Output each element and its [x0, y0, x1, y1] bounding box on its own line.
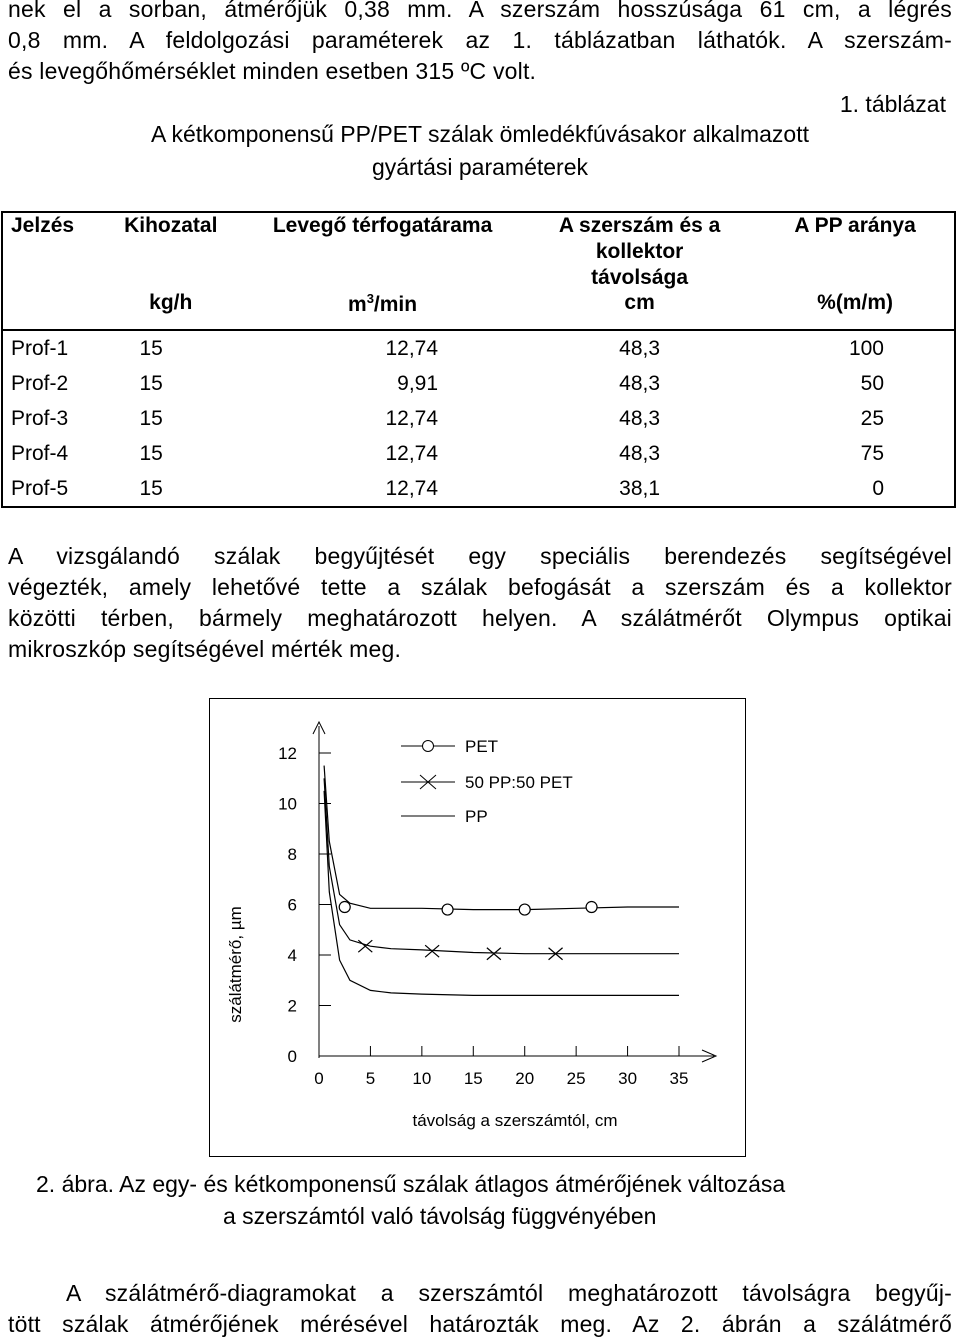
header-jelzes: Jelzés	[11, 214, 75, 237]
y-tick-label: 2	[287, 996, 297, 1016]
table-row	[2, 330, 955, 366]
cell: 48,3	[619, 441, 661, 465]
intro-line: 0,8 mm. A feldolgozási paraméterek az 1. táblázatban láthatók. A szerszám-	[8, 27, 952, 53]
cell: 48,3	[619, 371, 661, 395]
x-tick-label: 10	[412, 1069, 432, 1088]
cell: 15	[139, 476, 163, 500]
x-tick-label: 20	[515, 1069, 535, 1088]
table-caption-line: A kétkomponensű PP/PET szálak ömledékfúvásakor alkalmazott	[151, 121, 809, 147]
figure-caption	[0, 1168, 960, 1232]
header-tavolsag-line: távolsága	[591, 266, 689, 289]
cell: 12,74	[385, 406, 439, 430]
body-line: A vizsgálandó szálak begyűjtését egy speciális berendezés segítségével	[8, 543, 952, 569]
parameters-table	[1, 211, 956, 508]
legend-marker-circle	[423, 741, 434, 752]
data-point-circle	[339, 902, 350, 913]
cell: 15	[139, 371, 163, 395]
header-kihozatal: Kihozatal	[124, 214, 218, 237]
y-tick-label: 4	[287, 946, 297, 965]
y-tick-label: 8	[287, 845, 297, 864]
legend-label: PET	[465, 737, 499, 756]
cell: 75	[860, 441, 884, 465]
y-axis-label: szálátmérő, µm	[226, 906, 245, 1023]
cell: Prof-3	[11, 406, 69, 430]
x-tick-label: 25	[566, 1069, 586, 1088]
data-point-circle	[586, 902, 597, 913]
x-tick-label: 5	[365, 1069, 376, 1088]
x-tick-label: 15	[463, 1069, 483, 1088]
header-levego: Levegő térfogatárama	[272, 214, 493, 237]
x-tick-label: 0	[314, 1069, 324, 1088]
table-number: 1. táblázat	[839, 91, 946, 117]
table-caption	[0, 118, 960, 184]
legend-label: PP	[465, 807, 488, 826]
figure-caption-line: 2. ábra. Az egy- és kétkomponensű szálak átlagos átmérőjének változása	[36, 1171, 786, 1197]
y-tick-label: 0	[287, 1047, 297, 1066]
cell: 15	[139, 336, 163, 360]
cell: 15	[139, 406, 163, 430]
unit-cell: kg/h	[99, 291, 242, 330]
cell: 0	[872, 476, 884, 500]
y-tick-label: 10	[278, 794, 297, 814]
intro-paragraph	[8, 0, 952, 87]
table-row	[2, 366, 955, 401]
body-line: végezték, amely lehetővé tette a szálak befogását a szerszám és a kollektor	[8, 574, 952, 600]
x-axis-label: távolság a szerszámtól, cm	[412, 1111, 618, 1130]
body-line: mikroszkóp segítségével mérték meg.	[8, 636, 402, 662]
legend-label: 50 PP:50 PET	[465, 773, 573, 792]
cell: 25	[860, 406, 884, 430]
intro-line: nek el a sorban, átmérőjük 0,38 mm. A szerszám hosszúsága 61 cm, a légrés	[8, 0, 952, 22]
cell: 48,3	[619, 336, 661, 360]
cell: 12,74	[385, 441, 439, 465]
header-tavolsag	[523, 212, 756, 291]
table-units-row	[2, 291, 955, 330]
table-row	[2, 401, 955, 436]
cell: 12,74	[385, 476, 439, 500]
cell: 38,1	[619, 476, 661, 500]
unit-cell	[2, 291, 99, 330]
data-point-circle	[442, 904, 453, 915]
table-caption-line: gyártási paraméterek	[371, 154, 589, 180]
cell: 12,74	[385, 336, 439, 360]
unit-min: /min	[373, 293, 418, 316]
cell: Prof-1	[11, 336, 69, 360]
table-row	[2, 436, 955, 471]
x-tick-label: 35	[669, 1069, 689, 1088]
table-header-row	[2, 212, 955, 291]
intro-line: és levegőhőmérséklet minden esetben 315 ºC volt.	[8, 58, 537, 84]
body-paragraph	[8, 541, 952, 665]
data-point-circle	[519, 904, 530, 915]
cell: Prof-4	[11, 441, 69, 465]
cell: 15	[139, 441, 163, 465]
unit-cell	[242, 291, 523, 330]
closing-line: tött szálak átmérőjének mérésével határozták meg. Az 2. ábrán a szálátmérő	[8, 1311, 952, 1337]
closing-line: A szálátmérő-diagramokat a szerszámtól meghatározott távolságra begyűj-	[66, 1280, 952, 1306]
y-tick-label: 6	[287, 895, 297, 915]
body-line: közötti térben, bármely meghatározott helyen. A szálátmérőt Olympus optikai	[8, 605, 952, 631]
x-tick-label: 30	[618, 1069, 638, 1088]
header-pp-aranya: A PP aránya	[794, 214, 916, 237]
y-tick-label: 12	[278, 744, 297, 763]
unit-cell: %(m/m)	[756, 291, 955, 330]
cell: 9,91	[397, 371, 439, 395]
table-row	[2, 471, 955, 507]
cell: 48,3	[619, 406, 661, 430]
cell: 100	[848, 336, 884, 360]
figure-caption-line: a szerszámtól való távolság függvényében	[223, 1203, 657, 1229]
cell: 50	[860, 371, 884, 395]
unit-m: m	[348, 293, 367, 316]
closing-paragraph	[8, 1278, 952, 1340]
header-tavolsag-line: A szerszám és a kollektor	[558, 214, 721, 263]
cell: Prof-5	[11, 476, 69, 500]
fiber-diameter-chart	[209, 698, 747, 1158]
unit-cell: cm	[523, 291, 756, 330]
cell: Prof-2	[11, 371, 69, 395]
unit-exponent: 3	[366, 291, 374, 306]
